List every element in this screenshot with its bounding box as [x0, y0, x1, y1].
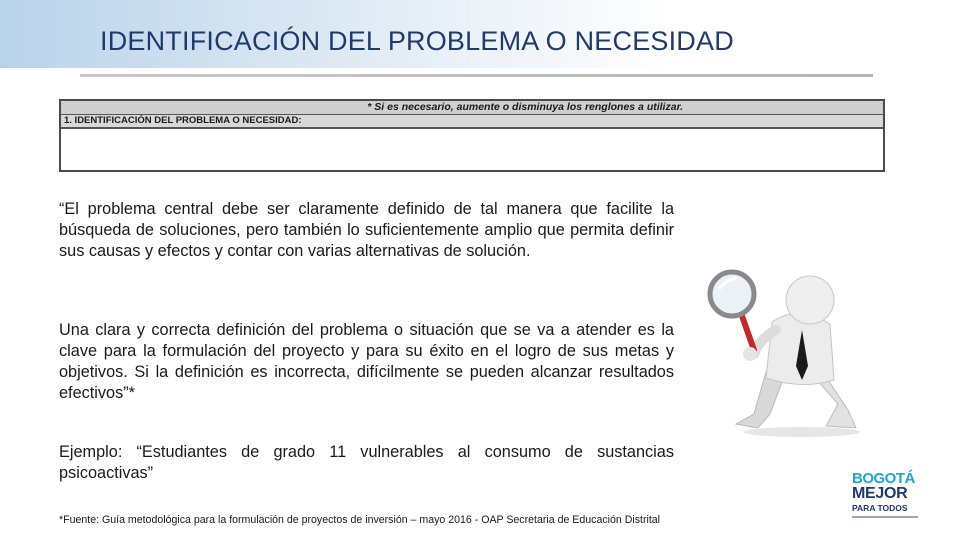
logo-line-1: BOGOTÁ [852, 470, 915, 487]
logo-line-2: MEJOR [852, 485, 908, 502]
paragraph-example: Ejemplo: “Estudiantes de grado 11 vulnerables al consumo de sustancias psicoactivas” [59, 443, 674, 482]
paragraph-importance: Una clara y correcta definición del problema o situación que se va a atender es la clave para la formulación del proyecto y para su éxito en el logro de sus metas y objetivos. Si la definición es incorrecta, difícilmente se pueden alcanzar resultados efectivos”* [59, 321, 674, 402]
magnifying-glass-figure-icon [706, 264, 882, 440]
source-footnote: *Fuente: Guía metodológica para la formulación de proyectos de inversión – mayo 2016 - OAP Secretaria de Educación Distrital [59, 514, 661, 526]
logo-underline [852, 516, 918, 518]
bogota-logo [850, 466, 928, 524]
paragraph-definition: “El problema central debe ser claramente definido de tal manera que facilite la búsqueda de soluciones, pero también lo suficientemente amplio que permita definir sus causas y efectos y contar con varias alternativas de solución. [59, 200, 674, 260]
form-note: * Si es necesario, aumente o disminuya los renglones a utilizar. [61, 101, 883, 115]
form-heading: 1. IDENTIFICACIÓN DEL PROBLEMA O NECESIDAD: [61, 115, 883, 129]
logo-line-3: PARA TODOS [852, 503, 908, 513]
form-empty-row [61, 129, 883, 171]
form-excerpt [59, 99, 885, 172]
page-title: IDENTIFICACIÓN DEL PROBLEMA O NECESIDAD [100, 26, 734, 56]
title-divider [80, 74, 873, 77]
